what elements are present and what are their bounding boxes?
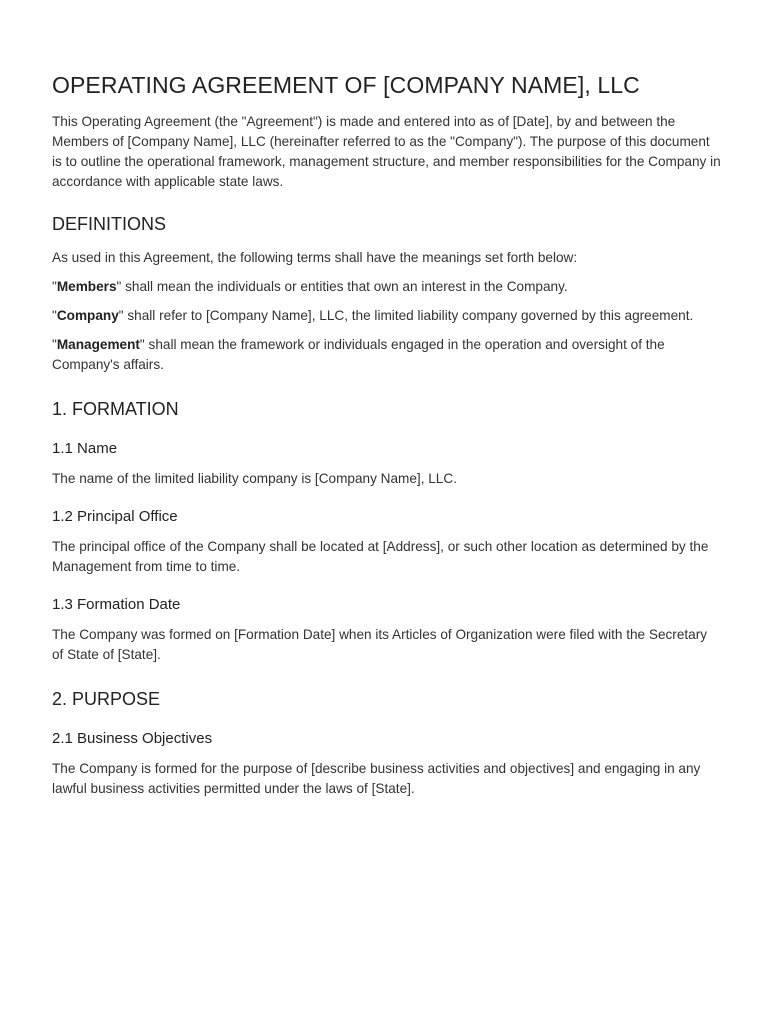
definition-text: " shall mean the individuals or entities that own an interest in the Company.	[116, 279, 568, 294]
section-text-name: The name of the limited liability company is [Company Name], LLC.	[52, 471, 457, 486]
definition-text: " shall refer to [Company Name], LLC, the limited liability company governed by this agreement.	[118, 308, 694, 323]
definition-company	[52, 306, 722, 326]
definitions-lead: As used in this Agreement, the following terms shall have the meanings set forth below:	[52, 250, 578, 265]
section-heading-name: 1.1 Name	[52, 440, 118, 457]
section-heading-principal-office: 1.2 Principal Office	[52, 508, 178, 525]
document-title: OPERATING AGREEMENT OF [COMPANY NAME], LLC	[52, 72, 640, 98]
definition-term: Management	[56, 337, 140, 352]
section-text-principal-office: The principal office of the Company shall be located at [Address], or such other location as determined by the Management from time to time.	[52, 539, 709, 574]
definition-members	[52, 277, 722, 297]
document-page	[52, 68, 722, 808]
definition-open-quote: "	[52, 308, 57, 323]
definition-open-quote: "	[52, 337, 57, 352]
definition-term: Company	[56, 308, 119, 323]
definition-management	[52, 335, 722, 375]
definition-term: Members	[56, 279, 117, 294]
purpose-heading: 2. PURPOSE	[52, 689, 161, 709]
definitions-heading: DEFINITIONS	[52, 214, 167, 234]
definition-open-quote: "	[52, 279, 57, 294]
intro-paragraph: This Operating Agreement (the "Agreement") is made and entered into as of [Date], by and between the Members of [Company Name], LLC (hereinafter referred to as the "Company"). The purpose of this document is to outline the operational framework, management structure, and member responsibilities for the Company in accordance with applicable state laws.	[52, 114, 721, 189]
section-heading-formation-date: 1.3 Formation Date	[52, 596, 181, 613]
definition-text: " shall mean the framework or individuals engaged in the operation and oversight of the Company's affairs.	[52, 337, 665, 372]
formation-heading: 1. FORMATION	[52, 399, 179, 419]
section-heading-business-objectives: 2.1 Business Objectives	[52, 730, 213, 747]
section-text-formation-date: The Company was formed on [Formation Date] when its Articles of Organization were filed with the Secretary of State of [State].	[52, 627, 708, 662]
section-text-business-objectives: The Company is formed for the purpose of [describe business activities and objectives] and engaging in any lawful business activities permitted under the laws of [State].	[52, 761, 701, 796]
